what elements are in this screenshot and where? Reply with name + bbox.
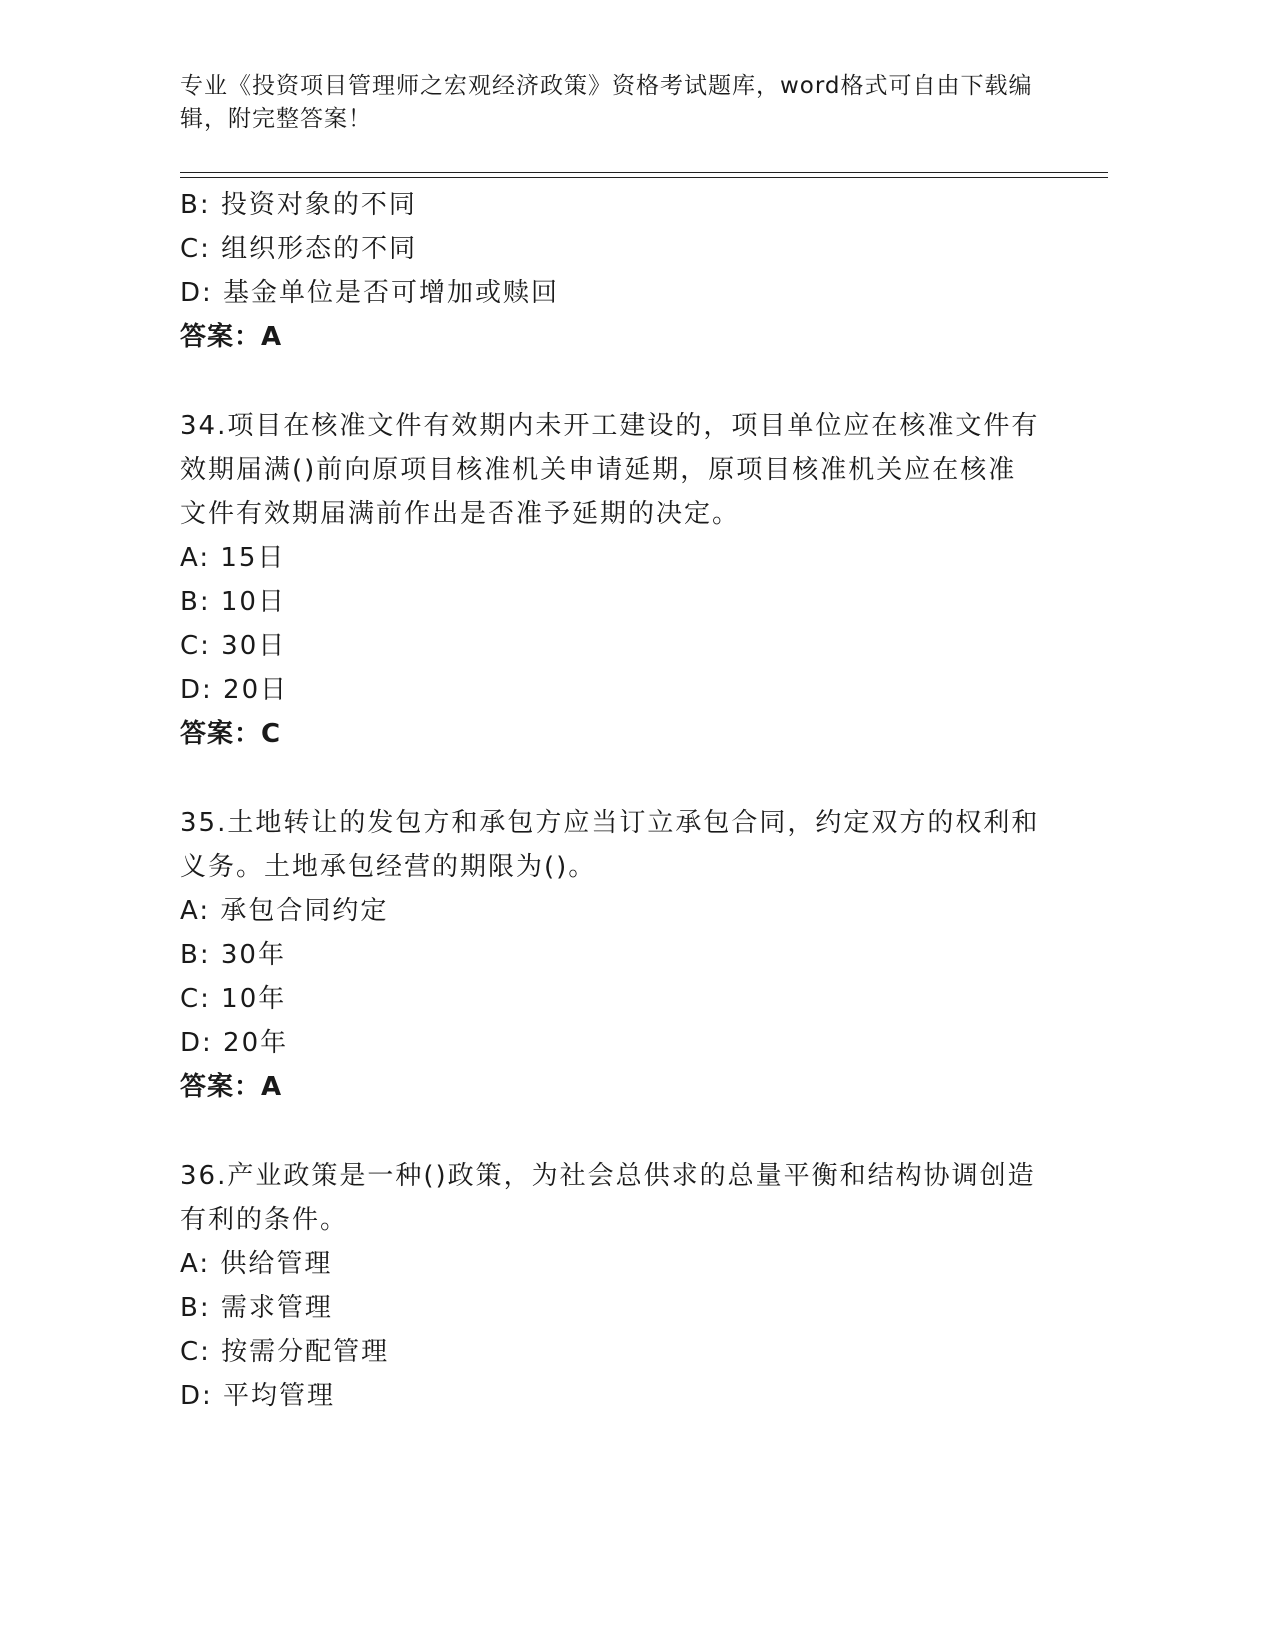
option-b: B: 30年 bbox=[180, 940, 286, 970]
option-c: C: 30日 bbox=[180, 631, 287, 661]
answer-line: 答案：C bbox=[180, 719, 282, 749]
stem-line: 义务。土地承包经营的期限为()。 bbox=[180, 852, 597, 882]
question-36 bbox=[180, 1154, 1060, 1418]
stem-line: 有利的条件。 bbox=[180, 1205, 349, 1235]
question-stem bbox=[180, 1154, 1040, 1242]
option-a: A: 供给管理 bbox=[180, 1249, 333, 1279]
question-content bbox=[180, 183, 1060, 1418]
option-d: D: 20年 bbox=[180, 1028, 289, 1058]
prev-question-block bbox=[180, 183, 1060, 359]
header-line-2: 辑，附完整答案！ bbox=[180, 106, 372, 132]
page-header bbox=[180, 70, 1060, 136]
stem-line: 35.土地转让的发包方和承包方应当订立承包合同，约定双方的权利和 bbox=[180, 808, 1040, 838]
option-b: B: 投资对象的不同 bbox=[180, 190, 417, 220]
stem-line: 文件有效期届满前作出是否准予延期的决定。 bbox=[180, 499, 741, 529]
option-b: B: 需求管理 bbox=[180, 1293, 333, 1323]
option-b: B: 10日 bbox=[180, 587, 286, 617]
question-stem bbox=[180, 404, 1040, 536]
option-c: C: 按需分配管理 bbox=[180, 1337, 390, 1367]
option-c: C: 10年 bbox=[180, 984, 287, 1014]
option-a: A: 承包合同约定 bbox=[180, 896, 389, 926]
answer-line: 答案：A bbox=[180, 322, 283, 352]
header-rule-bottom bbox=[180, 177, 1108, 178]
answer-line: 答案：A bbox=[180, 1072, 283, 1102]
question-34 bbox=[180, 404, 1060, 756]
stem-line: 34.项目在核准文件有效期内未开工建设的，项目单位应在核准文件有 bbox=[180, 411, 1040, 441]
option-d: D: 20日 bbox=[180, 675, 289, 705]
header-line-1: 专业《投资项目管理师之宏观经济政策》资格考试题库，word格式可自由下载编 bbox=[180, 73, 1033, 99]
option-d: D: 基金单位是否可增加或赎回 bbox=[180, 278, 560, 308]
question-stem bbox=[180, 801, 1040, 889]
option-c: C: 组织形态的不同 bbox=[180, 234, 418, 264]
stem-line: 36.产业政策是一种()政策，为社会总供求的总量平衡和结构协调创造 bbox=[180, 1161, 1036, 1191]
header-rule-top bbox=[180, 172, 1108, 173]
stem-line: 效期届满()前向原项目核准机关申请延期，原项目核准机关应在核准 bbox=[180, 455, 1017, 485]
option-a: A: 15日 bbox=[180, 543, 286, 573]
question-35 bbox=[180, 801, 1060, 1109]
option-d: D: 平均管理 bbox=[180, 1381, 336, 1411]
